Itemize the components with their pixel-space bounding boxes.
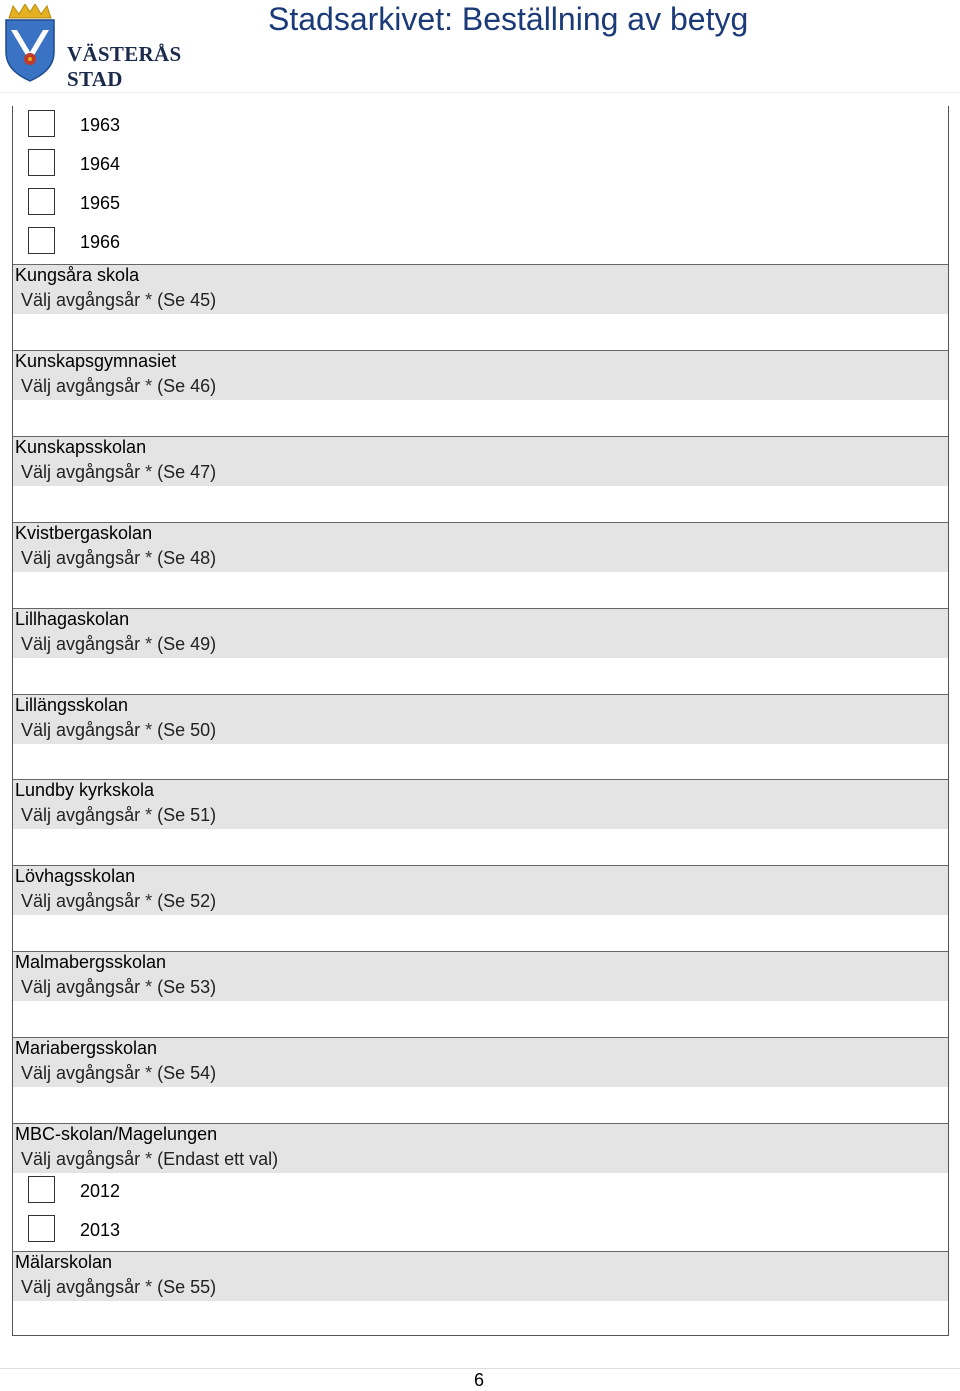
school-name: Kungsåra skola — [15, 265, 140, 285]
year-checkbox[interactable] — [28, 1176, 55, 1203]
school-header — [13, 951, 948, 1001]
year-prompt: Välj avgångsår * (Se 47) — [21, 462, 217, 482]
year-label: 2013 — [80, 1220, 121, 1240]
school-name: Lillängsskolan — [15, 695, 129, 715]
school-section — [13, 779, 948, 829]
required-marker: * — [145, 1277, 153, 1297]
year-prompt: Välj avgångsår * (Se 53) — [21, 977, 217, 997]
school-section — [13, 865, 948, 915]
school-section — [13, 1251, 948, 1301]
school-header — [13, 1123, 948, 1173]
order-form — [12, 106, 949, 1336]
school-section — [13, 694, 948, 744]
school-name: MBC-skolan/Magelungen — [15, 1124, 218, 1144]
required-marker: * — [145, 376, 153, 396]
school-header — [13, 1251, 948, 1301]
school-name: Lundby kyrkskola — [15, 780, 155, 800]
year-label: 1964 — [80, 154, 121, 174]
year-prompt: Välj avgångsår * (Endast ett val) — [21, 1149, 279, 1169]
school-name: Lövhagsskolan — [15, 866, 136, 886]
school-header — [13, 350, 948, 400]
required-marker: * — [145, 977, 153, 997]
school-name: Mälarskolan — [15, 1252, 113, 1272]
school-name: Mariabergsskolan — [15, 1038, 158, 1058]
school-section — [13, 264, 948, 314]
year-label: 1965 — [80, 193, 121, 213]
required-marker: * — [145, 290, 153, 310]
school-header — [13, 608, 948, 658]
school-section — [13, 1123, 948, 1173]
required-marker: * — [145, 1149, 153, 1169]
page-title: Stadsarkivet: Beställning av betyg — [268, 1, 749, 37]
school-section — [13, 608, 948, 658]
year-label: 1963 — [80, 115, 121, 135]
year-prompt: Välj avgångsår * (Se 55) — [21, 1277, 217, 1297]
school-header — [13, 436, 948, 486]
required-marker: * — [145, 720, 153, 740]
year-label: 1966 — [80, 232, 121, 252]
required-marker: * — [145, 548, 153, 568]
required-marker: * — [145, 891, 153, 911]
org-name: VÄSTERÅS STAD — [67, 42, 182, 91]
year-prompt: Välj avgångsår * (Se 50) — [21, 720, 217, 740]
school-name: Lillhagaskolan — [15, 609, 130, 629]
school-name: Malmabergsskolan — [15, 952, 167, 972]
city-crest-icon — [3, 4, 57, 82]
school-section — [13, 1037, 948, 1087]
year-checkbox[interactable] — [28, 188, 55, 215]
school-name: Kunskapsgymnasiet — [15, 351, 177, 371]
year-checkbox[interactable] — [28, 149, 55, 176]
vasteras-logo — [0, 0, 230, 90]
school-section — [13, 522, 948, 572]
year-prompt: Välj avgångsår * (Se 46) — [21, 376, 217, 396]
year-checkbox[interactable] — [28, 1215, 55, 1242]
year-prompt: Välj avgångsår * (Se 51) — [21, 805, 217, 825]
footer-divider — [0, 1368, 960, 1369]
header-divider — [0, 92, 960, 93]
required-marker: * — [145, 1063, 153, 1083]
school-section — [13, 436, 948, 486]
year-checkbox[interactable] — [28, 110, 55, 137]
year-label: 2012 — [80, 1181, 121, 1201]
page-number: 6 — [474, 1370, 485, 1390]
school-section — [13, 951, 948, 1001]
school-header — [13, 865, 948, 915]
school-name: Kunskapsskolan — [15, 437, 147, 457]
school-name: Kvistbergaskolan — [15, 523, 153, 543]
required-marker: * — [145, 462, 153, 482]
school-header — [13, 522, 948, 572]
school-header — [13, 1037, 948, 1087]
required-marker: * — [145, 634, 153, 654]
year-prompt: Välj avgångsår * (Se 49) — [21, 634, 217, 654]
school-header — [13, 264, 948, 314]
year-prompt: Välj avgångsår * (Se 48) — [21, 548, 217, 568]
school-header — [13, 694, 948, 744]
required-marker: * — [145, 805, 153, 825]
school-section — [13, 350, 948, 400]
year-checkbox[interactable] — [28, 227, 55, 254]
year-prompt: Välj avgångsår * (Se 54) — [21, 1063, 217, 1083]
year-prompt: Välj avgångsår * (Se 45) — [21, 290, 217, 310]
year-prompt: Välj avgångsår * (Se 52) — [21, 891, 217, 911]
school-header — [13, 779, 948, 829]
